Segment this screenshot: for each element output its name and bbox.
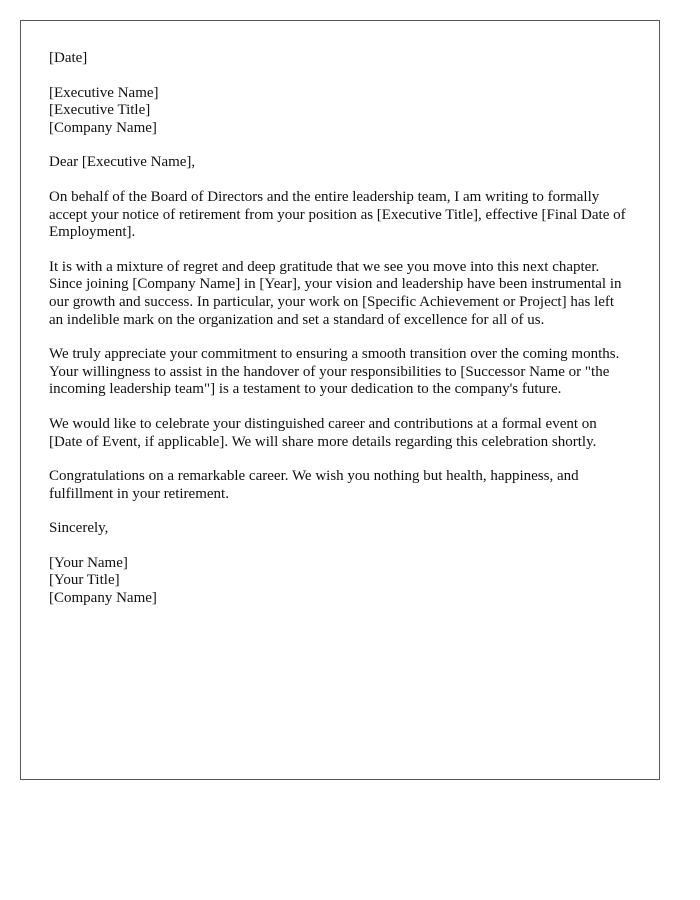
recipient-block — [49, 85, 631, 138]
letter-date: [Date] — [49, 50, 88, 66]
body-paragraph-2: It is with a mixture of regret and deep gratitude that we see you move into this next chapter. Since joining [Company Name] in [Year], your vision and leadership have been instrumental in our growth and success. In particular, your work on [Specific Achievement or Project] has left an indelible mark on the organization and set a standard of excellence for all of us. — [49, 258, 622, 328]
recipient-name: [Executive Name] — [49, 84, 159, 101]
sender-block — [49, 555, 631, 608]
recipient-company: [Company Name] — [49, 119, 157, 136]
body-paragraph-1: On behalf of the Board of Directors and the entire leadership team, I am writing to formally accept your notice of retirement from your position as [Executive Title], effective [Final Date of Employment]. — [49, 188, 626, 241]
body-paragraph-5: Congratulations on a remarkable career. We wish you nothing but health, happiness, and fulfillment in your retirement. — [49, 468, 579, 502]
sender-name: [Your Name] — [49, 554, 128, 571]
letter-page — [20, 20, 660, 780]
salutation: Dear [Executive Name], — [49, 154, 196, 171]
sender-title: [Your Title] — [49, 572, 120, 589]
body-paragraph-3: We truly appreciate your commitment to ensuring a smooth transition over the coming months. Your willingness to assist in the handover of your responsibilities to [Successor Name or "the incoming leadership team"] is a testament to your dedication to the company's future. — [49, 346, 620, 398]
recipient-title: [Executive Title] — [49, 102, 151, 119]
sender-company: [Company Name] — [49, 590, 157, 607]
body-paragraph-4: We would like to celebrate your distinguished career and contributions at a formal event on [Date of Event, if applicable]. We will share more details regarding this celebration shortly. — [49, 415, 597, 450]
letter-date-block — [49, 50, 631, 68]
closing: Sincerely, — [49, 520, 109, 537]
